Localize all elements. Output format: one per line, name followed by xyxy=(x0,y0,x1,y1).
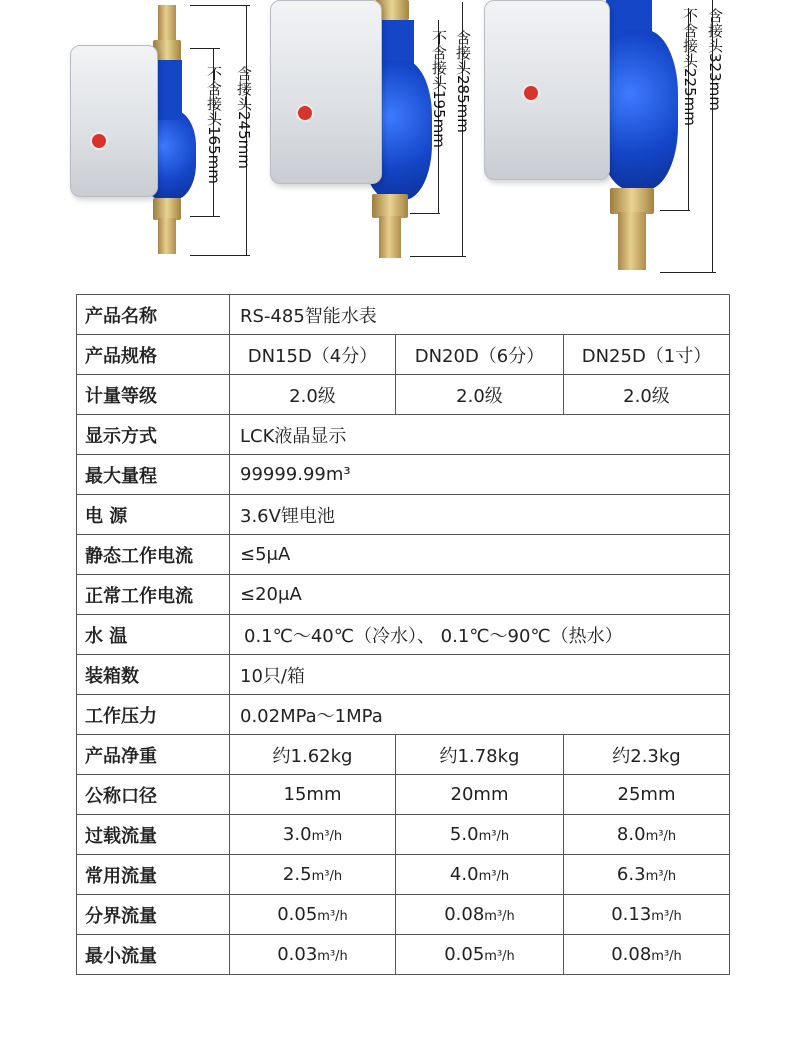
row-value: DN25D（1寸） xyxy=(564,335,730,375)
row-value: 约2.3kg xyxy=(564,735,730,775)
flow-unit: m³/h xyxy=(317,949,348,964)
row-value xyxy=(564,855,730,895)
row-label: 工作压力 xyxy=(77,695,230,735)
row-value xyxy=(564,815,730,855)
row-label: 产品规格 xyxy=(77,335,230,375)
row-label: 电 源 xyxy=(77,495,230,535)
row-value: 约1.78kg xyxy=(396,735,564,775)
row-label: 装箱数 xyxy=(77,655,230,695)
dim-label-dn25-with: 含接头323mm xyxy=(706,8,724,111)
table-row xyxy=(77,535,730,575)
dim-label-dn25-without: 不含接头225mm xyxy=(681,8,699,126)
table-row xyxy=(77,375,730,415)
water-meter-dn20-image xyxy=(262,0,432,270)
row-label: 最小流量 xyxy=(77,935,230,975)
row-value: 15mm xyxy=(230,775,396,815)
flow-value: 8.0 xyxy=(616,824,646,845)
row-value: 25mm xyxy=(564,775,730,815)
row-value: ≤5μA xyxy=(230,535,730,575)
table-row xyxy=(77,455,730,495)
table-row xyxy=(77,655,730,695)
row-value: 2.0级 xyxy=(230,375,396,415)
row-value xyxy=(230,895,396,935)
table-row xyxy=(77,935,730,975)
row-label: 分界流量 xyxy=(77,895,230,935)
row-value xyxy=(564,895,730,935)
flow-unit: m³/h xyxy=(478,869,510,884)
row-value xyxy=(396,895,564,935)
row-value xyxy=(564,935,730,975)
water-meter-dn25-image xyxy=(478,0,678,280)
flow-unit: m³/h xyxy=(317,909,348,924)
flow-value: 0.08 xyxy=(611,944,652,965)
dim-label-dn15-with: 含接头245mm xyxy=(235,66,253,169)
table-row xyxy=(77,615,730,655)
flow-unit: m³/h xyxy=(478,829,510,844)
row-value: 0.02MPa～1MPa xyxy=(230,695,730,735)
row-value: 2.0级 xyxy=(396,375,564,415)
row-label: 公称口径 xyxy=(77,775,230,815)
flow-unit: m³/h xyxy=(645,869,677,884)
table-row xyxy=(77,855,730,895)
water-meter-dn15-image xyxy=(60,0,210,260)
flow-unit: m³/h xyxy=(484,949,515,964)
row-label: 最大量程 xyxy=(77,455,230,495)
flow-value: 0.03 xyxy=(277,944,318,965)
table-row xyxy=(77,695,730,735)
flow-unit: m³/h xyxy=(645,829,677,844)
row-value xyxy=(396,815,564,855)
row-label: 显示方式 xyxy=(77,415,230,455)
flow-unit: m³/h xyxy=(651,909,682,924)
row-label: 正常工作电流 xyxy=(77,575,230,615)
flow-unit: m³/h xyxy=(484,909,515,924)
row-label: 静态工作电流 xyxy=(77,535,230,575)
row-value: 0.1℃～40℃（冷水）、 0.1℃～90℃（热水） xyxy=(230,615,730,655)
flow-value: 0.05 xyxy=(277,904,318,925)
row-value xyxy=(230,855,396,895)
flow-unit: m³/h xyxy=(311,869,343,884)
row-value: DN15D（4分） xyxy=(230,335,396,375)
dim-label-dn15-without: 不含接头165mm xyxy=(205,66,223,184)
flow-value: 4.0 xyxy=(449,864,479,885)
row-label: 产品名称 xyxy=(77,295,230,335)
table-row xyxy=(77,575,730,615)
row-value xyxy=(230,935,396,975)
row-value: 约1.62kg xyxy=(230,735,396,775)
flow-value: 3.0 xyxy=(282,824,312,845)
table-row xyxy=(77,335,730,375)
row-value: 20mm xyxy=(396,775,564,815)
row-value: 99999.99m³ xyxy=(230,455,730,495)
spec-table xyxy=(76,294,730,975)
product-photo-strip xyxy=(0,0,790,285)
row-value: ≤20μA xyxy=(230,575,730,615)
table-row xyxy=(77,735,730,775)
table-row xyxy=(77,815,730,855)
flow-unit: m³/h xyxy=(311,829,343,844)
row-label: 常用流量 xyxy=(77,855,230,895)
table-row xyxy=(77,775,730,815)
row-value: RS-485智能水表 xyxy=(230,295,730,335)
row-value xyxy=(396,935,564,975)
row-label: 过载流量 xyxy=(77,815,230,855)
dim-label-dn20-without: 不含接头195mm xyxy=(430,30,448,148)
row-value: 10只/箱 xyxy=(230,655,730,695)
table-row xyxy=(77,295,730,335)
row-value: 3.6V锂电池 xyxy=(230,495,730,535)
flow-unit: m³/h xyxy=(651,949,682,964)
flow-value: 6.3 xyxy=(616,864,646,885)
row-label: 产品净重 xyxy=(77,735,230,775)
flow-value: 0.13 xyxy=(611,904,652,925)
table-row xyxy=(77,895,730,935)
row-value: DN20D（6分） xyxy=(396,335,564,375)
table-row xyxy=(77,415,730,455)
row-label: 水 温 xyxy=(77,615,230,655)
flow-value: 0.08 xyxy=(444,904,485,925)
row-value xyxy=(230,815,396,855)
row-value: 2.0级 xyxy=(564,375,730,415)
row-value xyxy=(396,855,564,895)
row-value: LCK液晶显示 xyxy=(230,415,730,455)
dim-label-dn20-with: 含接头285mm xyxy=(454,30,472,133)
flow-value: 0.05 xyxy=(444,944,485,965)
flow-value: 5.0 xyxy=(449,824,479,845)
row-label: 计量等级 xyxy=(77,375,230,415)
flow-value: 2.5 xyxy=(282,864,312,885)
table-row xyxy=(77,495,730,535)
